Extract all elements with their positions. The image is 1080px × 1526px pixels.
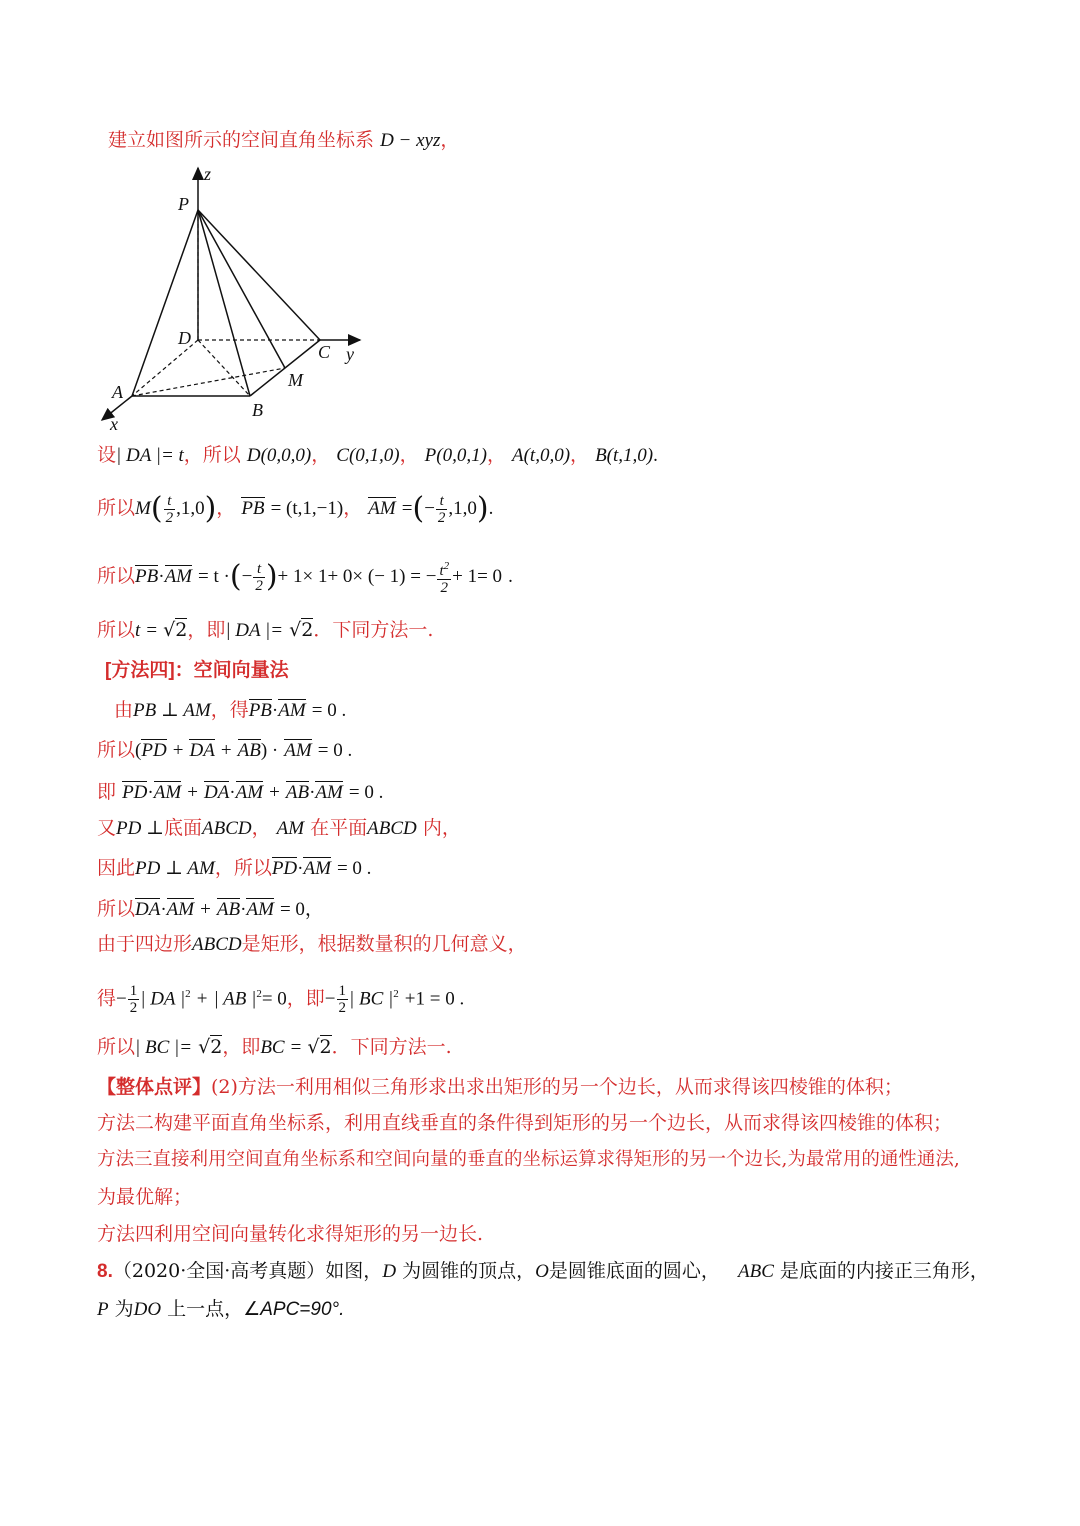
intro-line: 建立如图所示的空间直角坐标系 D − xyz， — [108, 129, 460, 151]
review-line-4: 为最优解； — [97, 1186, 193, 1208]
q8-source: （2020·全国·高考真题） — [112, 1260, 326, 1282]
label-P: P — [178, 194, 189, 214]
label-D: D — [178, 328, 191, 348]
pyramid-figure — [92, 160, 382, 435]
m4-line-9: 所以| BC |= √2，即BC = √2．下同方法一. — [97, 1036, 452, 1058]
m-line: 所以M( $\frac{t}{2}$ ,1,0)， PB = (t,1,−1)， AM =(− $\frac{t}{2}$ ,1,0). — [97, 491, 494, 526]
label-C: C — [318, 342, 331, 362]
label-x: x — [110, 414, 118, 434]
label-z: z — [204, 164, 212, 184]
review-line-5: 方法四利用空间向量转化求得矩形的另一边长. — [97, 1223, 484, 1245]
coords-line: 设| DA |= t，所以 D(0,0,0)， C(0,1,0)， P(0,0,1)， A(t,0,0)， B(t,1,0). — [97, 444, 658, 466]
coord-D: D(0,0,0) — [246, 445, 312, 466]
coord-C: C(0,1,0) — [336, 445, 400, 466]
t-line: 所以t = √2，即| DA |= √2．下同方法一. — [97, 619, 434, 641]
coord-A: A(t,0,0) — [511, 445, 571, 466]
label-y: y — [346, 344, 354, 364]
coord-P: P(0,0,1) — [424, 445, 487, 466]
review-line-2: 方法二构建平面直角坐标系，利用直线垂直的条件得到矩形的另一个边长，从而求得该四棱锥的体积； — [97, 1112, 953, 1134]
method4-title: [方法四]：空间向量法 — [105, 660, 289, 681]
m4-line-5: 因此PD ⊥ AM，所以PD·AM = 0 . — [97, 857, 372, 879]
label-A: A — [112, 382, 123, 402]
q8-line-2: P 为DO 上一点，∠APC=90°. — [97, 1298, 345, 1320]
m4-line-2: 所以(PD + DA + AB) · AM = 0 . — [97, 739, 353, 761]
m4-line-1: 由PB ⊥ AM，得PB·AM = 0 . — [114, 699, 347, 721]
m4-line-6: 所以DA·AM + AB·AM = 0， — [97, 898, 324, 920]
m4-line-4: 又PD ⊥底面ABCD， AM 在平面ABCD 内， — [97, 817, 461, 839]
coord-system-label: D − xyz — [380, 130, 441, 151]
label-B: B — [252, 400, 263, 420]
m4-line-7: 由于四边形ABCD是矩形，根据数量积的几何意义， — [97, 933, 527, 955]
m4-line-8: 得− $\frac{1}{2}$ | DA $|^2$ + | AB $|^2= 0$，即− $\frac{1}{2}$ | BC $|^2 +1 = 0$ . — [97, 982, 465, 1016]
label-M: M — [288, 370, 303, 390]
review-line-3: 方法三直接利用空间直角坐标系和空间向量的垂直的坐标运算求得矩形的另一个边长,为最常用的通性通法, — [97, 1149, 960, 1170]
intro-text: 建立如图所示的空间直角坐标系 — [108, 129, 375, 151]
review-line-1: 【整体点评】(2)方法一利用相似三角形求出求出矩形的另一个边长，从而求得该四棱锥的体积； — [97, 1076, 903, 1098]
dot-line: 所以PB·AM = t ·(− $\frac{t}{2}$ )+ 1× 1+ 0× (− 1) = − $\frac{t^2}{2}$ + 1= 0 . — [97, 559, 513, 596]
q8-angle: ∠APC=90°. — [243, 1299, 345, 1320]
m4-line-3: 即 PD·AM + DA·AM + AB·AM = 0 . — [97, 781, 384, 803]
review-label: 【整体点评】 — [97, 1077, 212, 1098]
q8-number: 8. — [97, 1261, 113, 1282]
coord-B: B(t,1,0) — [595, 445, 654, 466]
q8-line-1: 8.（2020·全国·高考真题）如图，D 为圆锥的顶点，O是圆锥底面的圆心， ABC 是底面的内接正三角形， — [97, 1260, 989, 1282]
